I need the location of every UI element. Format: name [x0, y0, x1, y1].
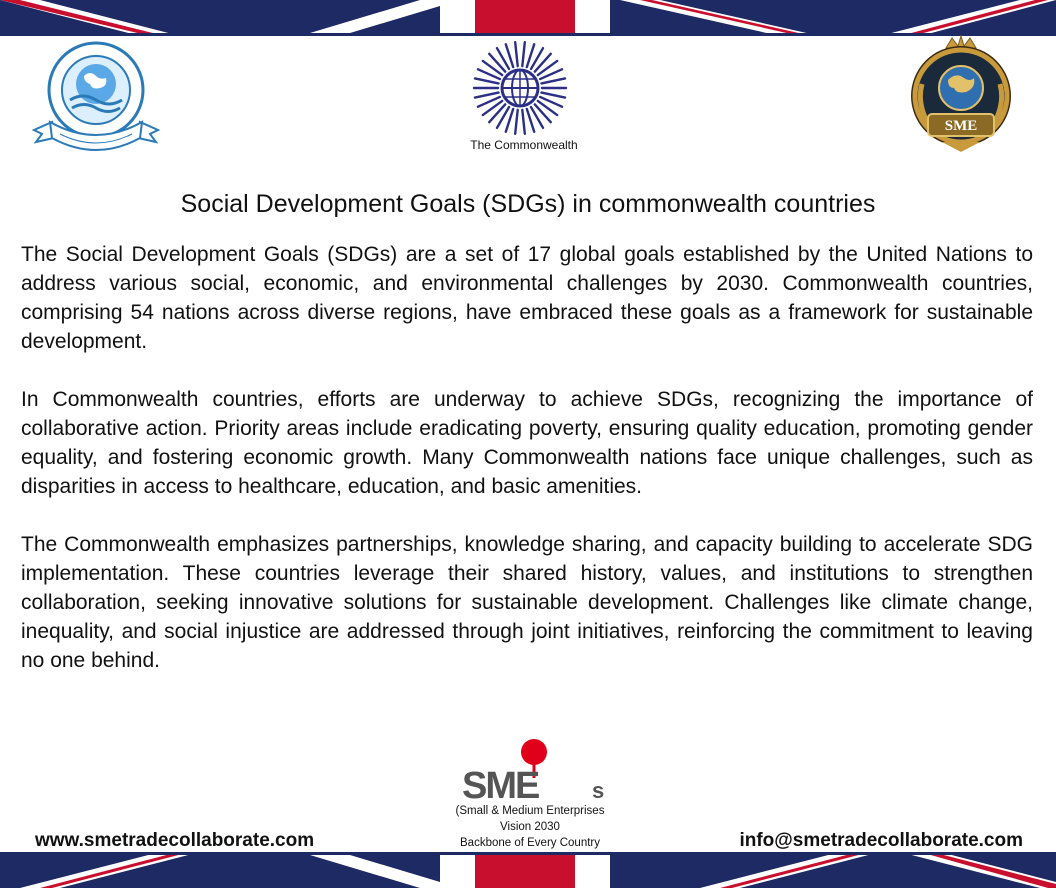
paragraph: The Commonwealth emphasizes partnerships, knowledge sharing, and capacity building to accelerate SDG implementation. These countries leverage their shared history, values, and institutions to strengthen collaboration, seeking innovative solutions for sustainable development. Challenges like climate change, inequality, and social injustice are addressed through joint initiatives, reinforcing the commitment to leaving no one behind. — [21, 533, 1033, 672]
document-body — [21, 240, 1033, 704]
svg-text:s: s — [592, 778, 605, 802]
commonwealth-logo — [470, 36, 570, 136]
website-link[interactable]: www.smetradecollaborate.com — [35, 830, 315, 851]
email-link[interactable]: info@smetradecollaborate.com — [739, 830, 1023, 851]
svg-text:SME: SME — [944, 118, 978, 134]
commonwealth-globe-icon — [470, 36, 570, 136]
document-title: Social Development Goals (SDGs) in commonwealth countries — [180, 190, 876, 218]
sme-club-logo — [902, 34, 1020, 156]
smes-caption — [430, 803, 630, 851]
commonwealth-caption: The Commonwealth — [470, 138, 578, 152]
union-jack-top-band — [0, 0, 1056, 36]
global-smes-logo — [30, 38, 162, 154]
smes-caption-line: Backbone of Every Country — [460, 837, 600, 849]
paragraph: The Social Development Goals (SDGs) are a set of 17 global goals established by the United Nations to address various social, economic, and environmental challenges by 2030. Commonwealth countries, comprising 54 nations across diverse regions, have embraced these goals as a framework for sustainable development. — [21, 243, 1033, 353]
paragraph: In Commonwealth countries, efforts are underway to achieve SDGs, recognizing the importance of collaborative action. Priority areas include eradicating poverty, ensuring quality education, promoting gender equality, and fostering economic growth. Many Commonwealth nations face unique challenges, such as disparities in access to healthcare, education, and basic amenities. — [21, 388, 1033, 498]
global-smes-seal-icon — [30, 38, 162, 154]
union-jack-bottom-band — [0, 852, 1056, 888]
smes-logo — [458, 738, 616, 802]
smes-logo-icon — [458, 738, 616, 802]
smes-caption-line: (Small & Medium Enterprises — [455, 805, 605, 817]
union-jack-flag-icon — [0, 852, 1056, 888]
union-jack-flag-icon — [0, 0, 1056, 36]
smes-caption-line: Vision 2030 — [500, 821, 560, 833]
svg-text:SME: SME — [462, 765, 539, 802]
sme-club-crest-icon — [902, 34, 1020, 156]
